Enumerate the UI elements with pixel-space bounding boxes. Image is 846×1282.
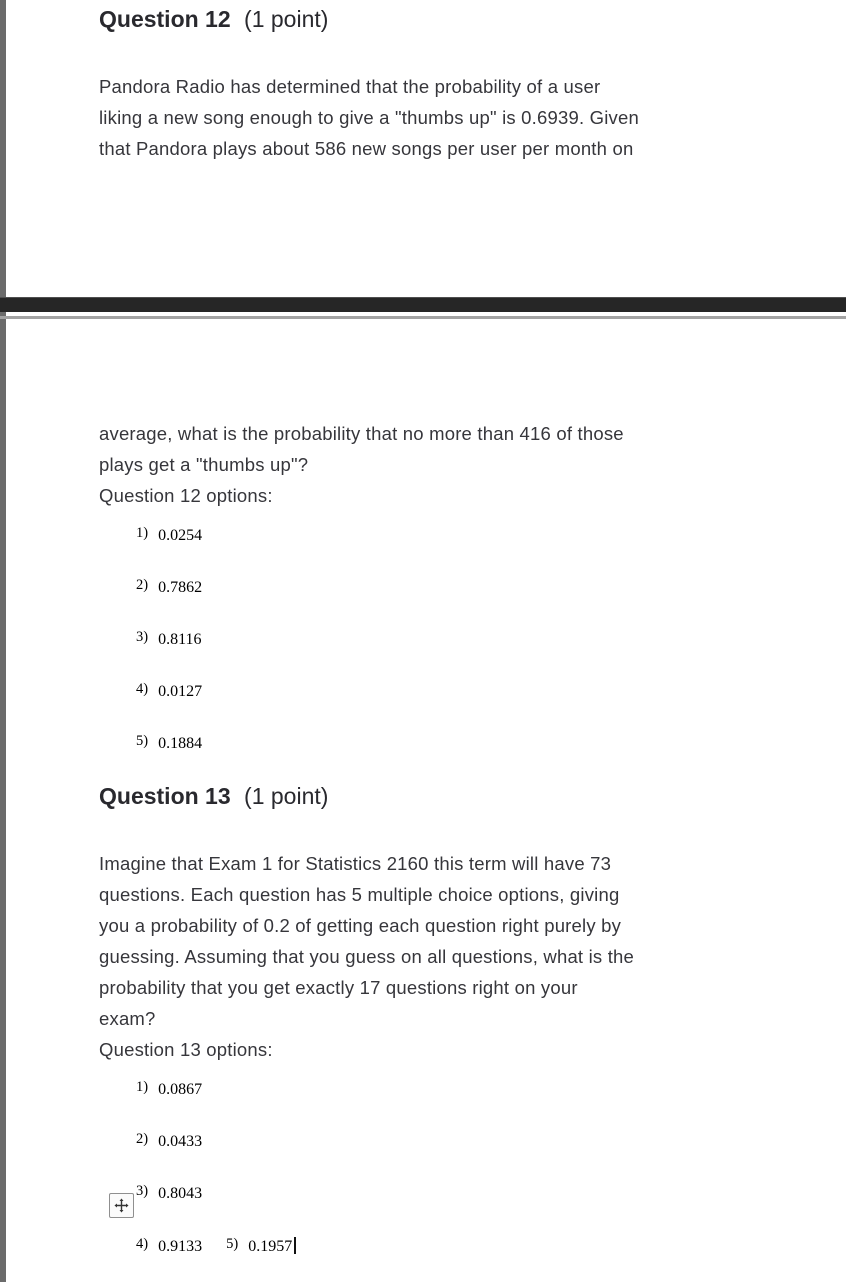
text-line: guessing. Assuming that you guess on all questions, what is the — [99, 946, 635, 967]
text-line: that Pandora plays about 586 new songs per user per month on — [99, 138, 634, 159]
option-number: 1) — [136, 1079, 149, 1095]
text-line: exam? — [99, 1008, 156, 1029]
option-row[interactable] — [99, 1185, 799, 1237]
text-line: Pandora Radio has determined that the probability of a user — [99, 76, 601, 97]
option-row[interactable] — [226, 1237, 296, 1256]
text-line: you a probability of 0.2 of getting each question right purely by — [99, 915, 622, 936]
text-caret — [294, 1237, 296, 1254]
option-number: 4) — [136, 681, 149, 697]
question-12-text-part2 — [99, 418, 799, 480]
option-row[interactable] — [99, 527, 799, 579]
option-value: 0.8043 — [158, 1185, 203, 1202]
quiz-content — [99, 0, 799, 1282]
option-number: 1) — [136, 525, 149, 541]
question-13-options-label: Question 13 options: — [99, 1039, 273, 1060]
option-row[interactable] — [99, 631, 799, 683]
question-12-options — [99, 527, 799, 787]
option-row[interactable] — [99, 1133, 799, 1185]
option-value: 0.7862 — [158, 579, 203, 596]
option-number: 2) — [136, 1131, 149, 1147]
option-value: 0.0254 — [158, 527, 203, 544]
question-13-options — [99, 1081, 799, 1282]
option-number: 5) — [136, 733, 149, 749]
option-number: 3) — [136, 1183, 149, 1199]
move-handle[interactable] — [109, 1193, 134, 1218]
text-line: probability that you get exactly 17 questions right on your — [99, 977, 578, 998]
text-line: liking a new song enough to give a "thumbs up" is 0.6939. Given — [99, 107, 639, 128]
option-value: 0.8116 — [158, 631, 202, 648]
question-13-points: (1 point) — [244, 783, 329, 809]
question-13-title: Question 13 — [99, 783, 231, 809]
option-row[interactable] — [136, 1238, 202, 1256]
question-12-heading — [99, 0, 799, 35]
option-row[interactable] — [99, 1081, 799, 1133]
page-split-bar — [0, 297, 846, 312]
question-13-heading — [99, 777, 799, 812]
page-split-line — [0, 316, 846, 319]
option-value: 0.9133 — [158, 1238, 203, 1255]
option-row[interactable] — [99, 683, 799, 735]
text-line: average, what is the probability that no more than 416 of those — [99, 423, 624, 444]
left-border — [0, 0, 6, 1282]
question-12-text-part1 — [99, 71, 799, 164]
text-line: plays get a "thumbs up"? — [99, 454, 309, 475]
question-12-points: (1 point) — [244, 6, 329, 32]
option-value: 0.1957 — [248, 1238, 293, 1255]
question-12-options-label: Question 12 options: — [99, 485, 273, 506]
option-value: 0.0127 — [158, 683, 203, 700]
option-number: 3) — [136, 629, 149, 645]
move-icon — [114, 1198, 129, 1213]
option-row[interactable] — [99, 579, 799, 631]
option-row-combined — [99, 1237, 799, 1282]
option-value: 0.1884 — [158, 735, 203, 752]
option-value: 0.0867 — [158, 1081, 203, 1098]
question-13-text — [99, 848, 799, 1034]
option-number: 5) — [226, 1236, 239, 1252]
split-spacer — [99, 164, 799, 418]
option-number: 4) — [136, 1236, 149, 1252]
text-line: questions. Each question has 5 multiple choice options, giving — [99, 884, 620, 905]
option-value: 0.0433 — [158, 1133, 203, 1150]
option-number: 2) — [136, 577, 149, 593]
question-12-title: Question 12 — [99, 6, 231, 32]
text-line: Imagine that Exam 1 for Statistics 2160 this term will have 73 — [99, 853, 612, 874]
